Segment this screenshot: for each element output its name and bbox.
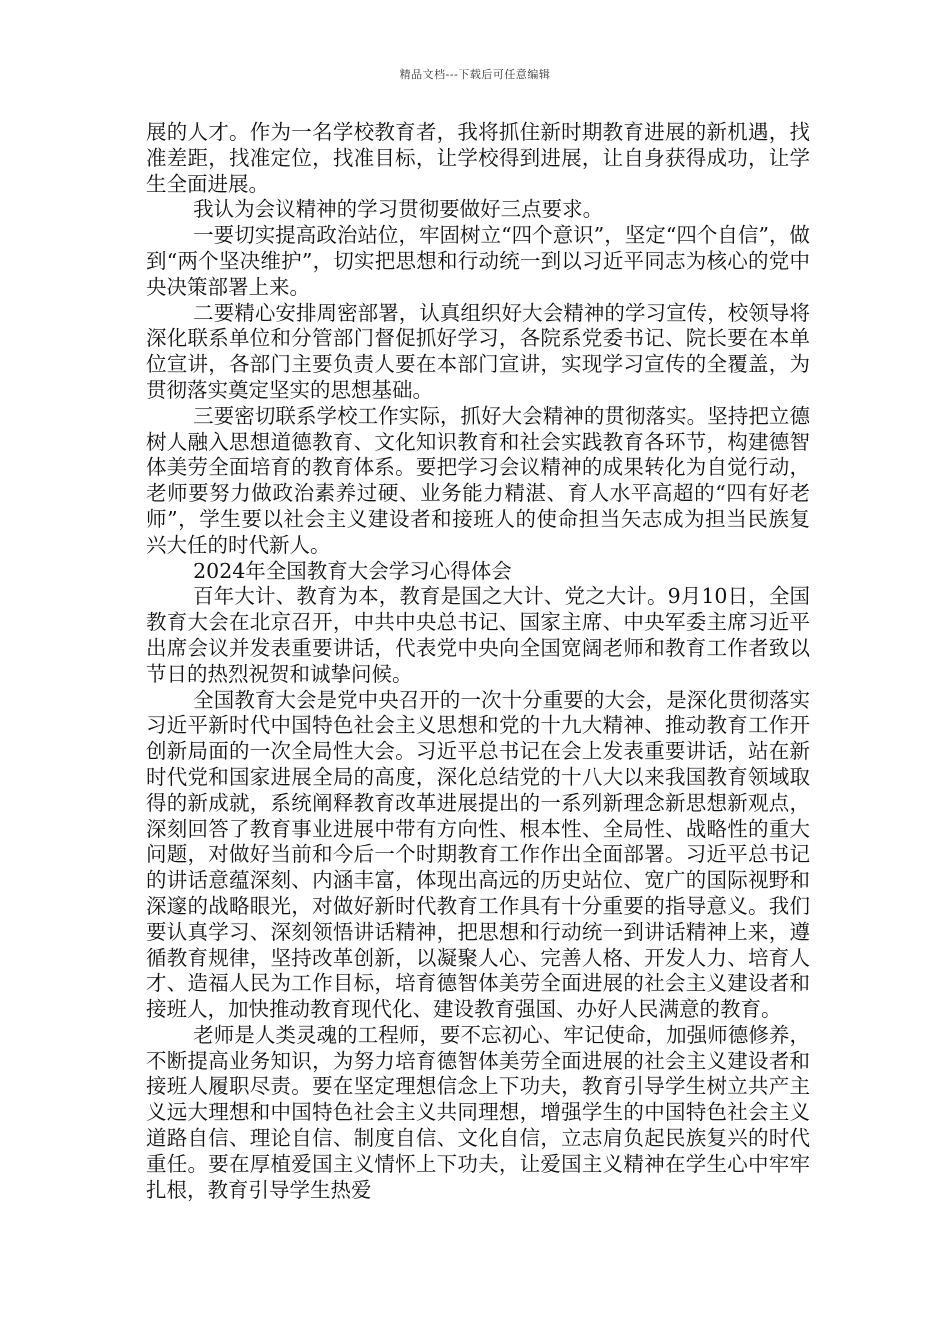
paragraph-3: 一要切实提高政治站位，牢固树立“四个意识”，坚定“四个自信”，做到“两个坚决维护”，切实把思想和行动统一到以习近平同志为核心的党中央决策部署上来。 bbox=[146, 223, 810, 299]
paragraph-5: 三要密切联系学校工作实际，抓好大会精神的贯彻落实。坚持把立德树人融入思想道德教育、文化知识教育和社会实践教育各环节，构建德智体美劳全面培育的教育体系。要把学习会议精神的成果转化为自觉行动，老师要努力做政治素养过硬、业务能力精湛、育人水平高超的“四有好老师”，学生要以社会主义建设者和接班人的使命担当矢志成为担当民族复兴大任的时代新人。 bbox=[146, 403, 810, 557]
section-title: 2024年全国教育大会学习心得体会 bbox=[193, 558, 512, 583]
document-body bbox=[146, 120, 810, 1203]
paragraph-8: 老师是人类灵魂的工程师，要不忘初心、牢记使命，加强师德修养，不断提高业务知识，为努力培育德智体美劳全面进展的社会主义建设者和接班人履职尽责。要在坚定理想信念上下功夫，教育引导学生树立共产主义远大理想和中国特色社会主义共同理想，增强学生的中国特色社会主义道路自信、理论自信、制度自信、文化自信，立志肩负起民族复兴的时代重任。要在厚植爱国主义情怀上下功夫，让爱国主义精神在学生心中牢牢扎根，教育引导学生热爱 bbox=[146, 1022, 810, 1202]
paragraph-1: 展的人才。作为一名学校教育者，我将抓住新时期教育进展的新机遇，找准差距，找准定位，找准目标，让学校得到进展，让自身获得成功，让学生全面进展。 bbox=[146, 120, 810, 196]
paragraph-6: 百年大计、教育为本，教育是国之大计、党之大计。9月10日，全国教育大会在北京召开，中共中央总书记、国家主席、中央军委主席习近平出席会议并发表重要讲话，代表党中央向全国宽阔老师和教育工作者致以节日的热烈祝贺和诚挚问候。 bbox=[146, 584, 810, 686]
paragraph-2: 我认为会议精神的学习贯彻要做好三点要求。 bbox=[193, 197, 604, 222]
paragraph-7: 全国教育大会是党中央召开的一次十分重要的大会，是深化贯彻落实习近平新时代中国特色社会主义思想和党的十九大精神、推动教育工作开创新局面的一次全局性大会。习近平总书记在会上发表重要讲话，站在新时代党和国家进展全局的高度，深化总结党的十八大以来我国教育领域取得的新成就，系统阐释教育改革进展提出的一系列新理念新思想新观点，深刻回答了教育事业进展中带有方向性、根本性、全局性、战略性的重大问题，对做好当前和今后一个时期教育工作作出全面部署。习近平总书记的讲话意蕴深刻、内涵丰富，体现出高远的历史站位、宽广的国际视野和深邃的战略眼光，对做好新时代教育工作具有十分重要的指导意义。我们要认真学习、深刻领悟讲话精神，把思想和行动统一到讲话精神上来，遵循教育规律，坚持改革创新，以凝聚人心、完善人格、开发人力、培育人才、造福人民为工作目标，培育德智体美劳全面进展的社会主义建设者和接班人，加快推动教育现代化、建设教育强国、办好人民满意的教育。 bbox=[146, 687, 810, 1022]
page-header: 精品文档---下载后可任意编辑 bbox=[399, 68, 551, 81]
paragraph-4: 二要精心安排周密部署，认真组织好大会精神的学习宣传，校领导将深化联系单位和分管部门督促抓好学习，各院系党委书记、院长要在本单位宣讲，各部门主要负责人要在本部门宣讲，实现学习宣传的全覆盖，为贯彻落实奠定坚实的思想基础。 bbox=[146, 300, 810, 402]
